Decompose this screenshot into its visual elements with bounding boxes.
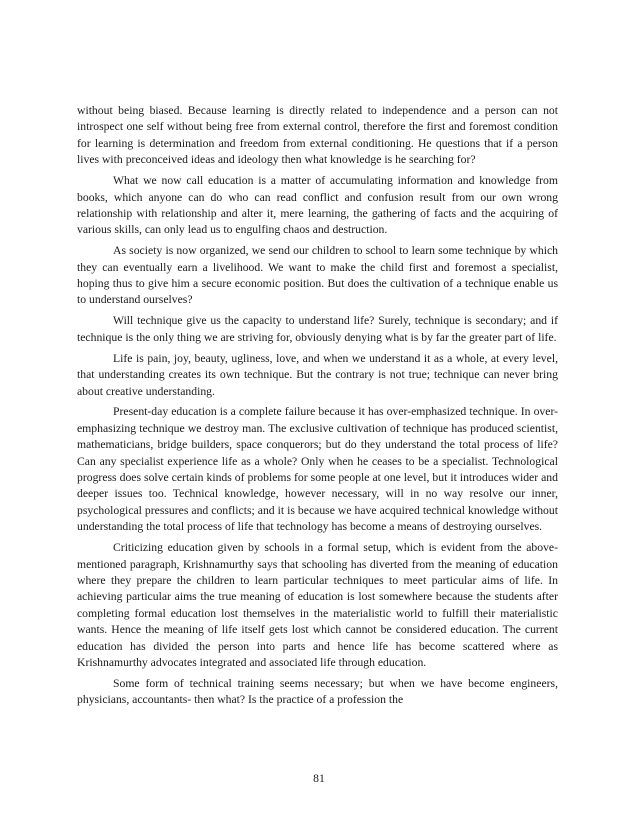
paragraph-criticizing-education: Criticizing education given by schools in a formal setup, which is evident from the above-mentioned paragraph, Krishnamurthy says that schooling has diverted from the meaning of education where they prepare the children to learn particular techniques to meet particular aims of life. In achieving particular aims the true meaning of education is lost somewhere because the students after completing formal education lost themselves in the materialistic world to fulfill their materialistic wants. Hence the meaning of life itself gets lost which cannot be considered education. The current education has divided the person into parts and hence life has become scattered where as Krishnamurthy advocates integrated and associated life through education. <box>77 541 558 669</box>
paragraph-life-whole: Life is pain, joy, beauty, ugliness, love, and when we understand it as a whole, at every level, that understanding creates its own technique. But the contrary is not true; technique can never bring about creative understanding. <box>77 351 558 398</box>
paragraph-technical-training: Some form of technical training seems necessary; but when we have become engineers, physicians, accountants- then what? Is the practice of a profession the <box>77 676 558 707</box>
paragraph-education-definition: What we now call education is a matter of accumulating information and knowledge from books, which anyone can do who can read conflict and confusion result from our own wrong relationship with relationship and alter it, mere learning, the gathering of facts and the acquiring of various skills, can only lead us to engulfing chaos and destruction. <box>77 174 558 237</box>
paragraph-society-organized: As society is now organized, we send our children to school to learn some technique by which they can eventually earn a livelihood. We want to make the child first and foremost a specialist, hoping thus to give him a secure economic position. But does the cultivation of a technique enable us to understand ourselves? <box>77 244 558 307</box>
page-number: 81 <box>313 772 325 785</box>
paragraph-continuation: without being biased. Because learning is directly related to independence and a person can not introspect one self without being free from external control, therefore the first and foremost condition for learning is determination and freedom from external conditioning. He questions that if a person lives with preconceived ideas and ideology then what knowledge is he searching for? <box>77 104 558 167</box>
paragraph-technique-capacity: Will technique give us the capacity to understand life? Surely, technique is secondary; and if technique is the only thing we are striving for, obviously denying what is by far the greater part of life. <box>77 314 558 344</box>
body-text <box>77 103 558 713</box>
paragraph-present-day-education: Present-day education is a complete failure because it has over-emphasized technique. In over-emphasizing technique we destroy man. The exclusive cultivation of technique has produced scientist, mathematicians, bridge builders, space conquerors; but do they understand the total process of life? Can any specialist experience life as a whole? Only when he ceases to be a specialist. Technological progress does solve certain kinds of problems for some people at one level, but it introduces wider and deeper issues too. Technical knowledge, however necessary, will in no way resolve our inner, psychological pressures and conflicts; and it is because we have acquired technical knowledge without understanding the total process of life that technology has become a means of destroying ourselves. <box>77 405 558 534</box>
